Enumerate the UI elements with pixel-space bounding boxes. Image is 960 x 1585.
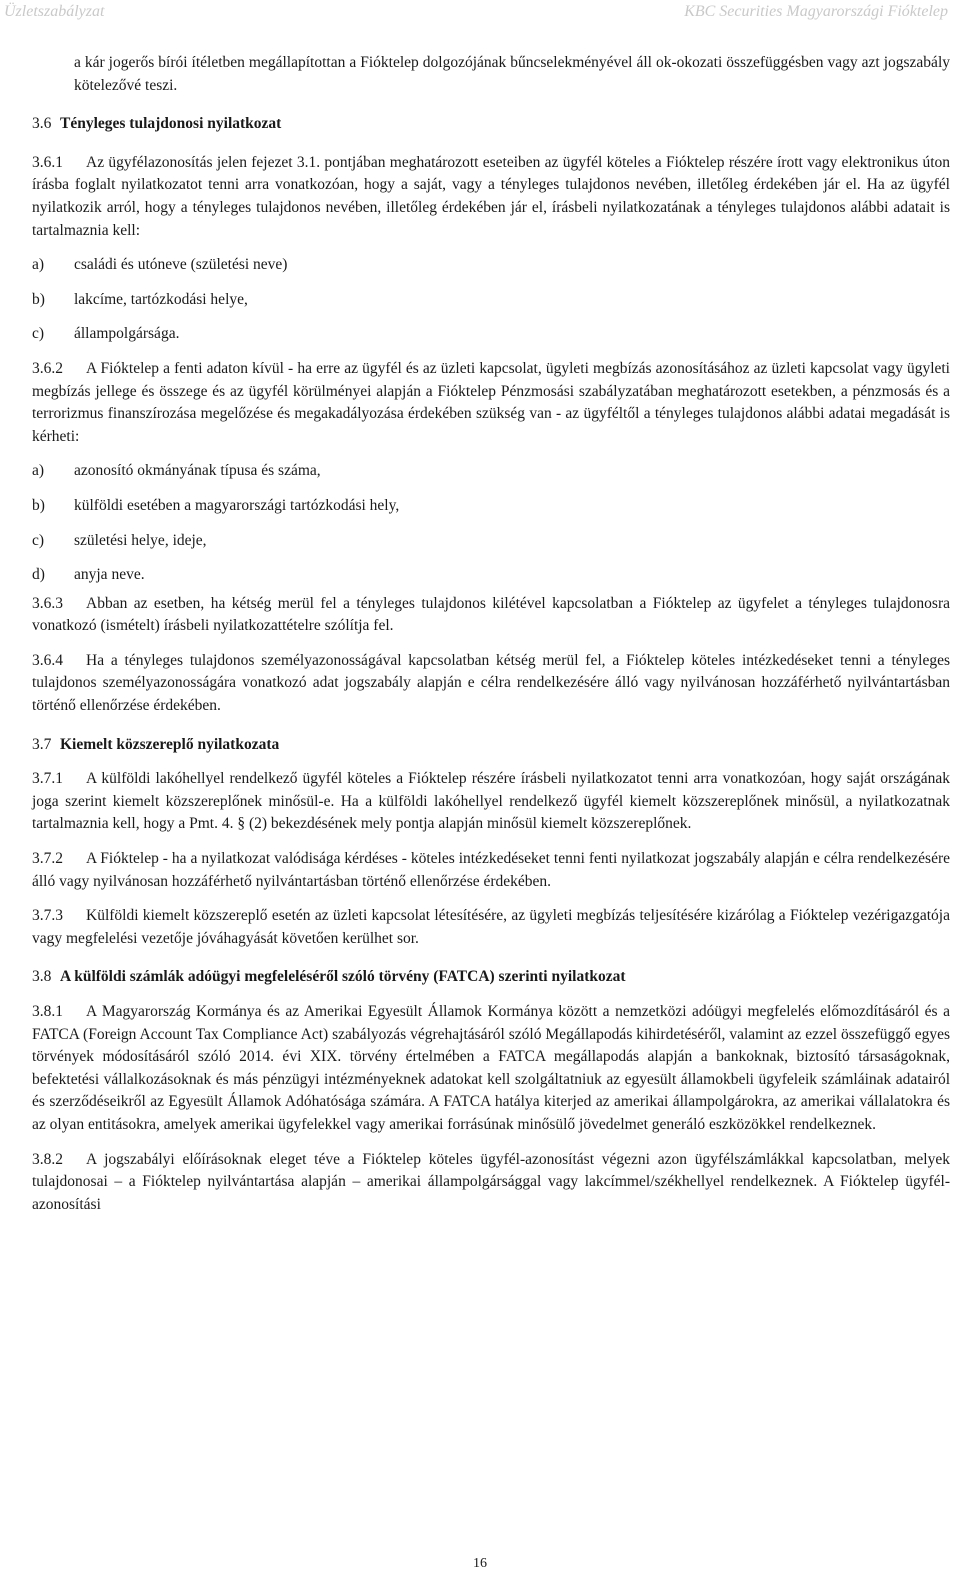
paragraph-3-7-3	[32, 905, 950, 950]
paragraph-number: 3.6.2	[32, 359, 63, 377]
section-number: 3.7	[32, 735, 52, 753]
paragraph-3-6-3	[32, 593, 950, 638]
header-company: KBC Securities Magyarországi Fióktelep	[684, 3, 948, 20]
paragraph-text: Ha a tényleges tulajdonos személyazonosságával kapcsolatban kétség merül fel, a Fióktelep köteles intézkedéseket tenni a tényleges tulajdonos személyazonosságára vonatkozó adat jogszabály alapján e célra rendelkezésére álló vagy nyilvánosan hozzáférhető nyilvántartásban történő ellenőrzése érdekében.	[32, 651, 950, 715]
page-number: 16	[473, 1556, 487, 1571]
list-item: d) anyja neve.	[32, 566, 145, 584]
list-item: a) azonosító okmányának típusa és száma,	[32, 462, 321, 480]
owner-data-list	[32, 254, 950, 346]
paragraph-text: A külföldi lakóhellyel rendelkező ügyfél köteles a Fióktelep részére írásbeli nyilatkozatot tenni arra vonatkozóan, hogy saját országának joga szerint kiemelt közszereplőnek minősül-e. Ha a külföldi lakóhellyel rendelkező ügyfél kiemelt közszereplőnek minősül, a nyilatkozatnak tartalmaznia kell, hogy a Pmt. 4. § (2) bekezdésének mely pontja alapján minősül kiemelt közszereplőnek.	[32, 770, 950, 833]
section-title: Kiemelt közszereplő nyilatkozata	[60, 735, 280, 753]
additional-data-list	[32, 460, 950, 586]
section-title: A külföldi számlák adóügyi megfeleléséről szóló törvény (FATCA) szerinti nyilatkozat	[60, 968, 626, 986]
paragraph-number: 3.7.1	[32, 770, 63, 788]
paragraph-text: A jogszabályi előírásoknak eleget téve a Fióktelep köteles ügyfél-azonosítást végezni azon ügyfélszámlákkal kapcsolatban, melyek tulajdonosai – a Fióktelep nyilvántartása alapján – amerikai állampolgársággal vagy lakcímmel/székhellyel rendelkeznek. A Fióktelep ügyfél-azonosítási	[32, 1150, 950, 1213]
section-3-6-heading	[32, 113, 950, 136]
paragraph-text: A Fióktelep a fenti adaton kívül - ha erre az ügyfél és az üzleti kapcsolat, ügyleti megbízás azonosításához az üzleti kapcsolat vagy ügyleti megbízás jellege és összege és az ügyfél körülményei alapján a Fióktelep Pénzmosási szabályzatában meghatározott esetekben, a pénzmosás és a terrorizmus finanszírozása megelőzése és megakadályozása érdekében szükség van - az ügyféltől a tényleges tulajdonos alábbi adatai megadását is kérheti:	[32, 359, 950, 445]
paragraph-number: 3.8.2	[32, 1150, 63, 1168]
page-header	[0, 0, 960, 24]
section-number: 3.6	[32, 115, 52, 133]
paragraph-number: 3.8.1	[32, 1003, 63, 1020]
paragraph-3-6-1	[32, 152, 950, 242]
paragraph-number: 3.7.2	[32, 850, 63, 868]
intro-paragraph: a kár jogerős bírói ítéletben megállapítottan a Fióktelep dolgozójának bűncselekményével áll ok-okozati összefüggésben vagy azt jogszabály kötelezővé teszi.	[74, 54, 950, 94]
section-3-8-heading	[32, 966, 950, 989]
list-item: c) állampolgársága.	[32, 325, 180, 343]
paragraph-3-8-2	[32, 1149, 950, 1217]
document-body	[32, 52, 950, 1216]
paragraph-text: Külföldi kiemelt közszereplő esetén az üzleti kapcsolat létesítésére, az ügyleti megbízás teljesítésére kizárólag a Fióktelep vezérigazgatója vagy megfelelési vezetője jóváhagyását követően kerülhet sor.	[32, 907, 950, 947]
paragraph-3-7-2	[32, 848, 950, 893]
paragraph-3-6-4	[32, 650, 950, 718]
header-doc-title: Üzletszabályzat	[4, 3, 105, 20]
paragraph-text: A Magyarország Kormánya és az Amerikai Egyesült Államok Kormánya között a nemzetközi adóügyi megfelelés előmozdításáról és a FATCA (Foreign Account Tax Compliance Act) szabályozás végrehajtásáról szóló Megállapodás kihirdetéséről, valamint az ezzel összefüggő egyes törvények módosításáról szóló 2014. évi XIX. törvény értelmében a FATCA megállapodás alapján a bankoknak, biztosító társaságoknak, befektetési vállalkozásoknak és más pénzügyi intézményeknek adatokat kell szolgáltatniuk az egyesült államokbeli ügyfeleik számláinak adatairól és szerződéseikről az Egyesült Államok Adóhatósága számára. A FATCA hatálya kiterjed az amerikai állampolgárokra, az amerikai vállalatokra és az olyan entitásokra, amelyek amerikai ügyfelekkel vagy amerikai forrásúnak minősülő jövedelmet generáló eszközökkel rendelkeznek.	[32, 1003, 950, 1133]
paragraph-3-7-1	[32, 768, 950, 836]
paragraph-number: 3.6.4	[32, 651, 63, 669]
paragraph-text: Abban az esetben, ha kétség merül fel a tényleges tulajdonos kilétével kapcsolatban a Fióktelep az ügyfelet a tényleges tulajdonosra vonatkozó (ismételt) írásbeli nyilatkozattételre szólítja fel.	[32, 594, 950, 635]
paragraph-text: A Fióktelep - ha a nyilatkozat valódisága kérdéses - köteles intézkedéseket tenni fenti nyilatkozat jogszabály alapján e célra rendelkezésére álló vagy nyilvánosan hozzáférhető nyilvántartásban történő ellenőrzése érdekében.	[32, 850, 950, 890]
list-item: b) külföldi esetében a magyarországi tartózkodási hely,	[32, 496, 400, 514]
paragraph-number: 3.7.3	[32, 907, 63, 925]
paragraph-number: 3.6.3	[32, 594, 63, 612]
list-item: c) születési helye, ideje,	[32, 531, 207, 549]
paragraph-3-6-2	[32, 358, 950, 448]
paragraph-text: Az ügyfélazonosítás jelen fejezet 3.1. pontjában meghatározott eseteiben az ügyfél köteles a Fióktelep részére írott vagy elektronikus úton írásba foglalt nyilatkozatot tenni arra vonatkozóan, hogy a saját, vagy a tényleges tulajdonos nevében, illetőleg érdekében jár el. Ha az ügyfél nyilatkozik arról, hogy a tényleges tulajdonos nevében, illetőleg érdekében jár el, írásbeli nyilatkozatának a tényleges tulajdonos alábbi adatait is tartalmaznia kell:	[32, 153, 950, 239]
list-item: a) családi és utóneve (születési neve)	[32, 256, 288, 274]
list-item: b) lakcíme, tartózkodási helye,	[32, 290, 248, 308]
section-title: Tényleges tulajdonosi nyilatkozat	[60, 115, 282, 133]
section-3-7-heading	[32, 734, 950, 757]
section-number: 3.8	[32, 968, 52, 986]
paragraph-3-8-1	[32, 1001, 950, 1137]
paragraph-number: 3.6.1	[32, 153, 63, 171]
